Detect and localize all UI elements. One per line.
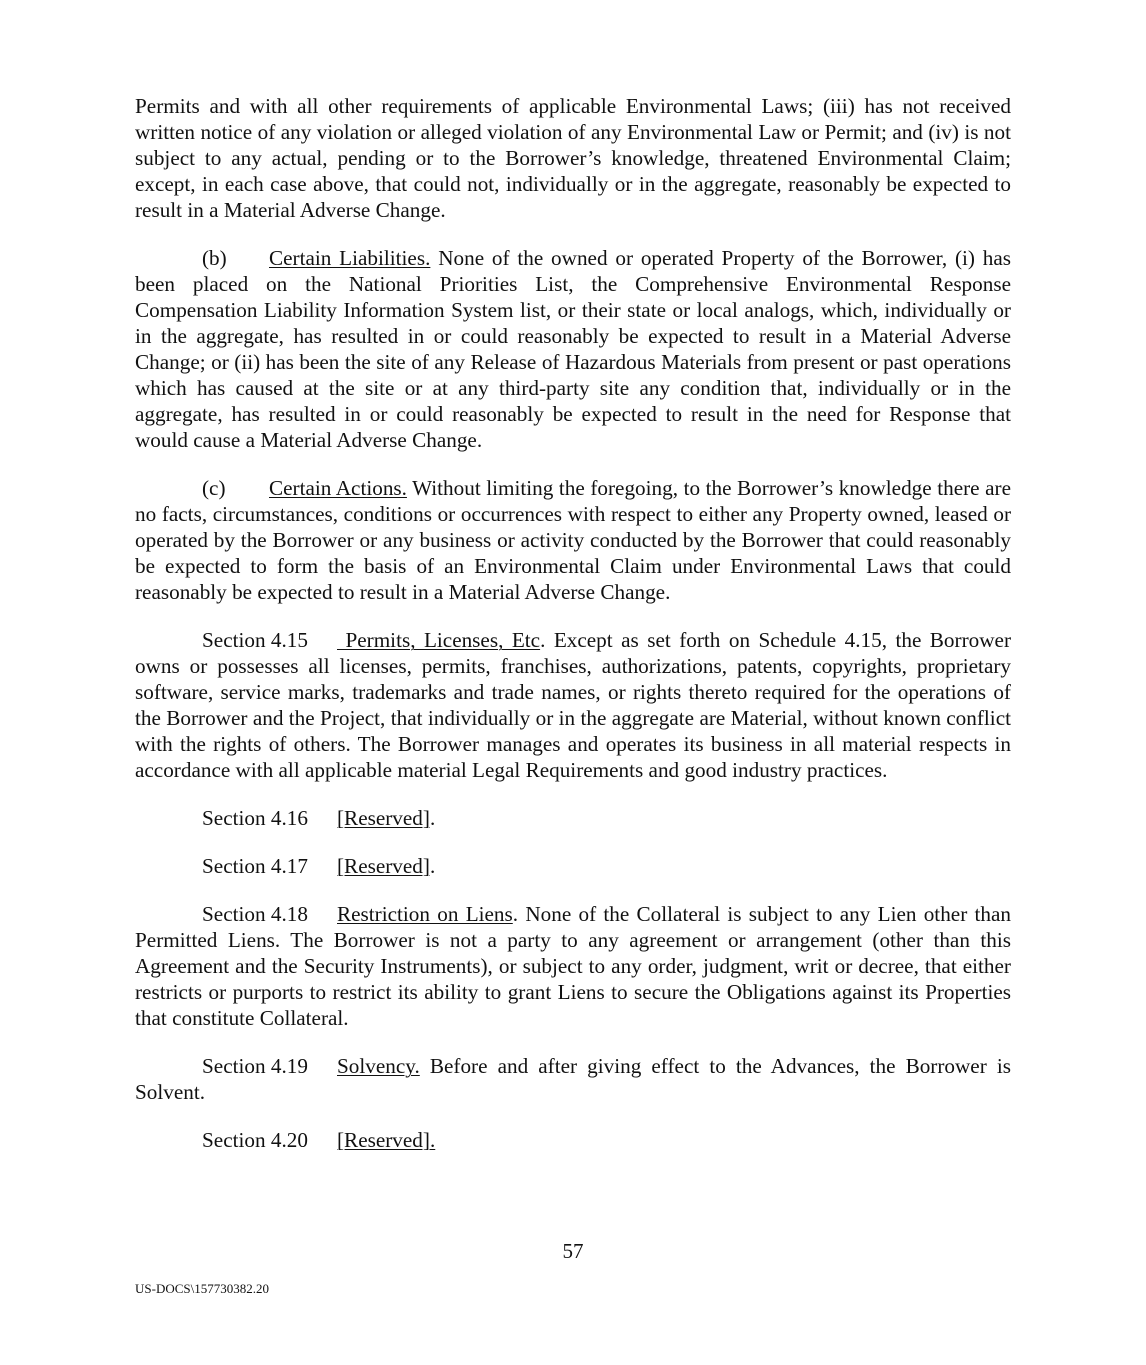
paragraph-text: Permits and with all other requirements of applicable Environmental Laws; (iii) has not received written notice of any violation or alleged violation of any Environmental Law or Permit; and (iv) is not subject to any actual, pending or to the Borrower’s knowledge, threatened Environmental Claim; except, in each case above, that could not, individually or in the aggregate, reasonably be expected to result in a Material Adverse Change. [135, 94, 1011, 222]
section-number: Section 4.20 [202, 1128, 308, 1152]
paragraph-label: (b) [202, 246, 227, 270]
section-number: Section 4.17 [202, 854, 308, 878]
section-text: . [429, 854, 436, 878]
section-heading: Solvency. [337, 1054, 420, 1078]
paragraph-text: Without limiting the foregoing, to the Borrower’s knowledge there are no facts, circumstances, conditions or occurrences with respect to either any Property owned, leased or operated by the Borrower or any business or activity conducted by the Borrower that could reasonably be expected to form the basis of an Environmental Claim under Environmental Laws that could reasonably be expected to result in a Material Adverse Change. [135, 476, 1011, 604]
page-number: 57 [562, 1239, 584, 1263]
paragraph-text: None of the owned or operated Property of the Borrower, (i) has been placed on the National Priorities List, the Comprehensive Environmental Response Compensation Liability Information System list, or their state or local analogs, which, individually or in the aggregate, has resulted in or could reasonably be expected to result in a Material Adverse Change; or (ii) has been the site of any Release of Hazardous Materials from present or past operations which has caused at the site or at any third-party site any condition that, individually or in the aggregate, has resulted in or could reasonably be expected to result in the need for Response that would cause a Material Adverse Change. [135, 246, 1011, 452]
section-heading: [Reserved] [337, 854, 430, 878]
section-heading: Permits, Licenses, Etc [337, 628, 541, 652]
paragraph-heading: Certain Actions. [269, 476, 407, 500]
paragraph-certain-actions [135, 475, 1011, 605]
section-4-19 [135, 1053, 1011, 1105]
section-text: Before and after giving effect to the Advances, the Borrower is Solvent. [135, 1054, 1011, 1104]
paragraph-certain-liabilities [135, 245, 1011, 453]
section-heading: [Reserved] [337, 806, 430, 830]
paragraph-heading: Certain Liabilities. [269, 246, 431, 270]
section-text: . Except as set forth on Schedule 4.15, the Borrower owns or possesses all licenses, permits, franchises, authorizations, patents, copyrights, proprietary software, service marks, trademarks and trade names, or rights thereto required for the operations of the Borrower and the Project, that individually or in the aggregate are Material, without known conflict with the rights of others. The Borrower manages and operates its business in all material respects in accordance with all applicable material Legal Requirements and good industry practices. [135, 628, 1011, 782]
section-4-18 [135, 901, 1011, 1031]
section-4-17 [135, 853, 1011, 879]
document-id: US-DOCS\157730382.20 [135, 1281, 269, 1296]
section-text: . None of the Collateral is subject to any Lien other than Permitted Liens. The Borrower is not a party to any agreement or arrangement (other than this Agreement and the Security Instruments), or subject to any order, judgment, writ or decree, that either restricts or purports to restrict its ability to grant Liens to secure the Obligations against its Properties that constitute Collateral. [135, 902, 1011, 1030]
document-body [135, 93, 1011, 1175]
section-heading: [Reserved]. [337, 1128, 436, 1152]
section-4-16 [135, 805, 1011, 831]
section-number: Section 4.16 [202, 806, 308, 830]
section-number: Section 4.19 [202, 1054, 308, 1078]
section-text: . [429, 806, 436, 830]
section-number: Section 4.18 [202, 902, 308, 926]
paragraph-label: (c) [202, 476, 226, 500]
paragraph-environmental-continuation [135, 93, 1011, 223]
section-number: Section 4.15 [202, 628, 308, 652]
section-4-20 [135, 1127, 1011, 1153]
section-heading: Restriction on Liens [337, 902, 513, 926]
section-4-15 [135, 627, 1011, 783]
